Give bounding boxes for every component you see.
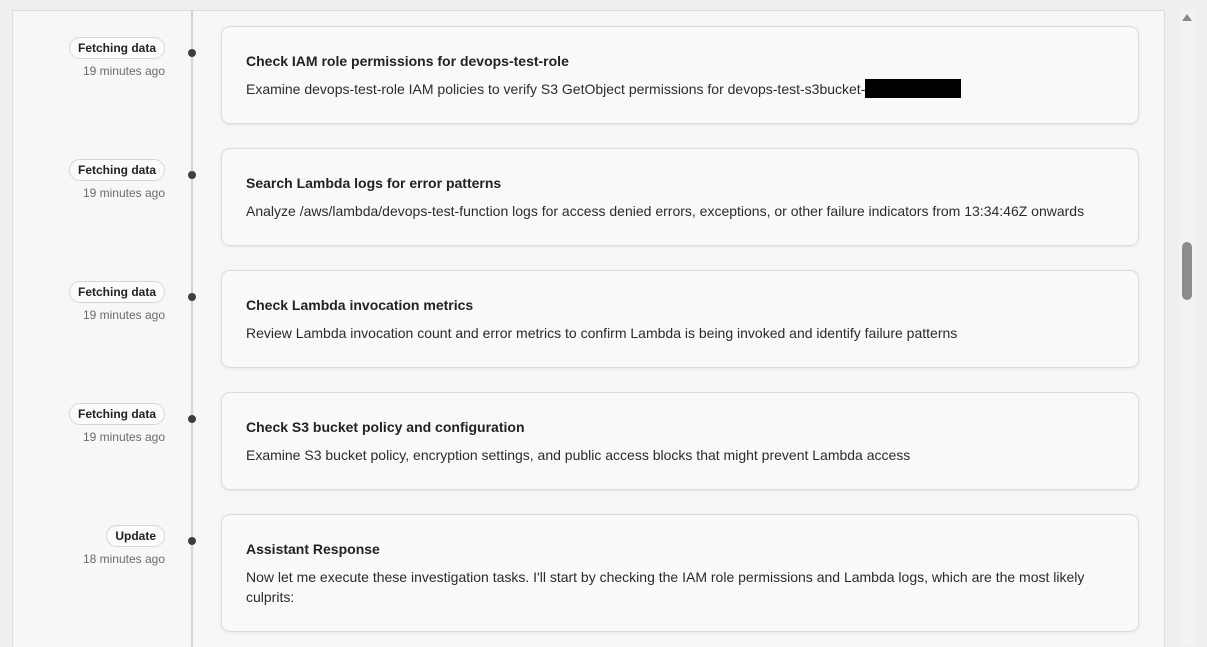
card-title: Search Lambda logs for error patterns: [246, 175, 502, 191]
timeline-entry: [13, 281, 1164, 381]
timestamp: 19 minutes ago: [82, 186, 165, 200]
card-title: Assistant Response: [246, 541, 380, 557]
timeline-dot: [188, 415, 196, 423]
card-title: Check Lambda invocation metrics: [246, 297, 474, 313]
card-description: [246, 79, 1116, 99]
timeline-dot: [188, 171, 196, 179]
task-card[interactable]: [221, 392, 1139, 490]
status-badge: Fetching data: [69, 403, 165, 425]
scrollbar-thumb[interactable]: [1182, 242, 1192, 300]
timeline-entry: [13, 403, 1164, 503]
entry-meta: [25, 525, 165, 567]
card-title: Check S3 bucket policy and configuration: [246, 419, 525, 435]
entry-meta: [25, 281, 165, 323]
redacted-block: [865, 79, 961, 98]
entry-meta: [25, 159, 165, 201]
task-card[interactable]: [221, 270, 1139, 368]
timestamp: 19 minutes ago: [82, 64, 165, 78]
timestamp: 19 minutes ago: [82, 430, 165, 444]
task-card[interactable]: [221, 26, 1139, 124]
activity-timeline-panel: [12, 10, 1165, 647]
task-card[interactable]: [221, 148, 1139, 246]
timeline-dot: [188, 49, 196, 57]
timestamp: 18 minutes ago: [82, 552, 165, 566]
entry-meta: [25, 403, 165, 445]
triangle-up-icon[interactable]: [1182, 14, 1192, 21]
card-description: Analyze /aws/lambda/devops-test-function logs for access denied errors, exceptions, or other failure indicators from 13:34:46Z onwards: [246, 203, 1085, 219]
timeline-dot: [188, 537, 196, 545]
card-description: Examine S3 bucket policy, encryption settings, and public access blocks that might prevent Lambda access: [246, 447, 911, 463]
status-badge: Update: [106, 525, 165, 547]
task-card[interactable]: [221, 514, 1139, 632]
timeline-dot: [188, 293, 196, 301]
card-description: Review Lambda invocation count and error metrics to confirm Lambda is being invoked and identify failure patterns: [246, 325, 958, 341]
card-description-text: Examine devops-test-role IAM policies to verify S3 GetObject permissions for devops-test-s3bucket-: [246, 81, 866, 97]
timeline-entry: [13, 159, 1164, 259]
card-title: Check IAM role permissions for devops-test-role: [246, 53, 569, 69]
card-description: Now let me execute these investigation tasks. I'll start by checking the IAM role permissions and Lambda logs, which are the most likely culprits:: [246, 569, 1085, 605]
vertical-scrollbar[interactable]: [1179, 10, 1195, 646]
status-badge: Fetching data: [69, 159, 165, 181]
status-badge: Fetching data: [69, 37, 165, 59]
status-badge: Fetching data: [69, 281, 165, 303]
timeline-entry: [13, 37, 1164, 137]
timeline-entry: [13, 525, 1164, 625]
timestamp: 19 minutes ago: [82, 308, 165, 322]
entry-meta: [25, 37, 165, 79]
